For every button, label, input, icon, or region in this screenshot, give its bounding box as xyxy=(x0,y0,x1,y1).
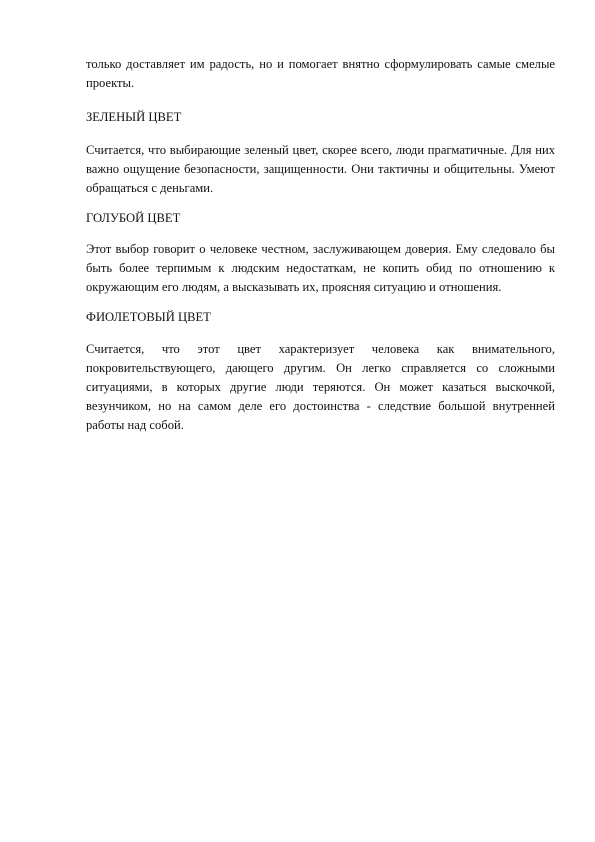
heading-green-color: ЗЕЛЕНЫЙ ЦВЕТ xyxy=(86,110,182,124)
paragraph-violet-color: Считается, что этот цвет характеризует человека как внимательного, покровительствующего, дающего другим. Он легко справляется со сложными ситуациями, в которых другие люди теряются. Он может казаться выскочкой, везунчиком, но на самом деле его достоинства - следствие большой внутренней работы над собой. xyxy=(86,342,555,432)
heading-violet-color: ФИОЛЕТОВЫЙ ЦВЕТ xyxy=(86,310,211,324)
intro-paragraph: только доставляет им радость, но и помогает внятно сформулировать самые смелые проекты. xyxy=(86,57,555,90)
document-page xyxy=(86,55,555,435)
heading-blue-color: ГОЛУБОЙ ЦВЕТ xyxy=(86,211,181,225)
paragraph-blue-color: Этот выбор говорит о человеке честном, заслуживающем доверия. Ему следовало бы быть более терпимым к людским недостаткам, не копить обид по отношению к окружающим его людям, а высказывать их, проясняя ситуацию и отношения. xyxy=(86,242,555,294)
paragraph-green-color: Считается, что выбирающие зеленый цвет, скорее всего, люди прагматичные. Для них важно ощущение безопасности, защищенности. Они тактичны и общительны. Умеют обращаться с деньгами. xyxy=(86,143,555,195)
